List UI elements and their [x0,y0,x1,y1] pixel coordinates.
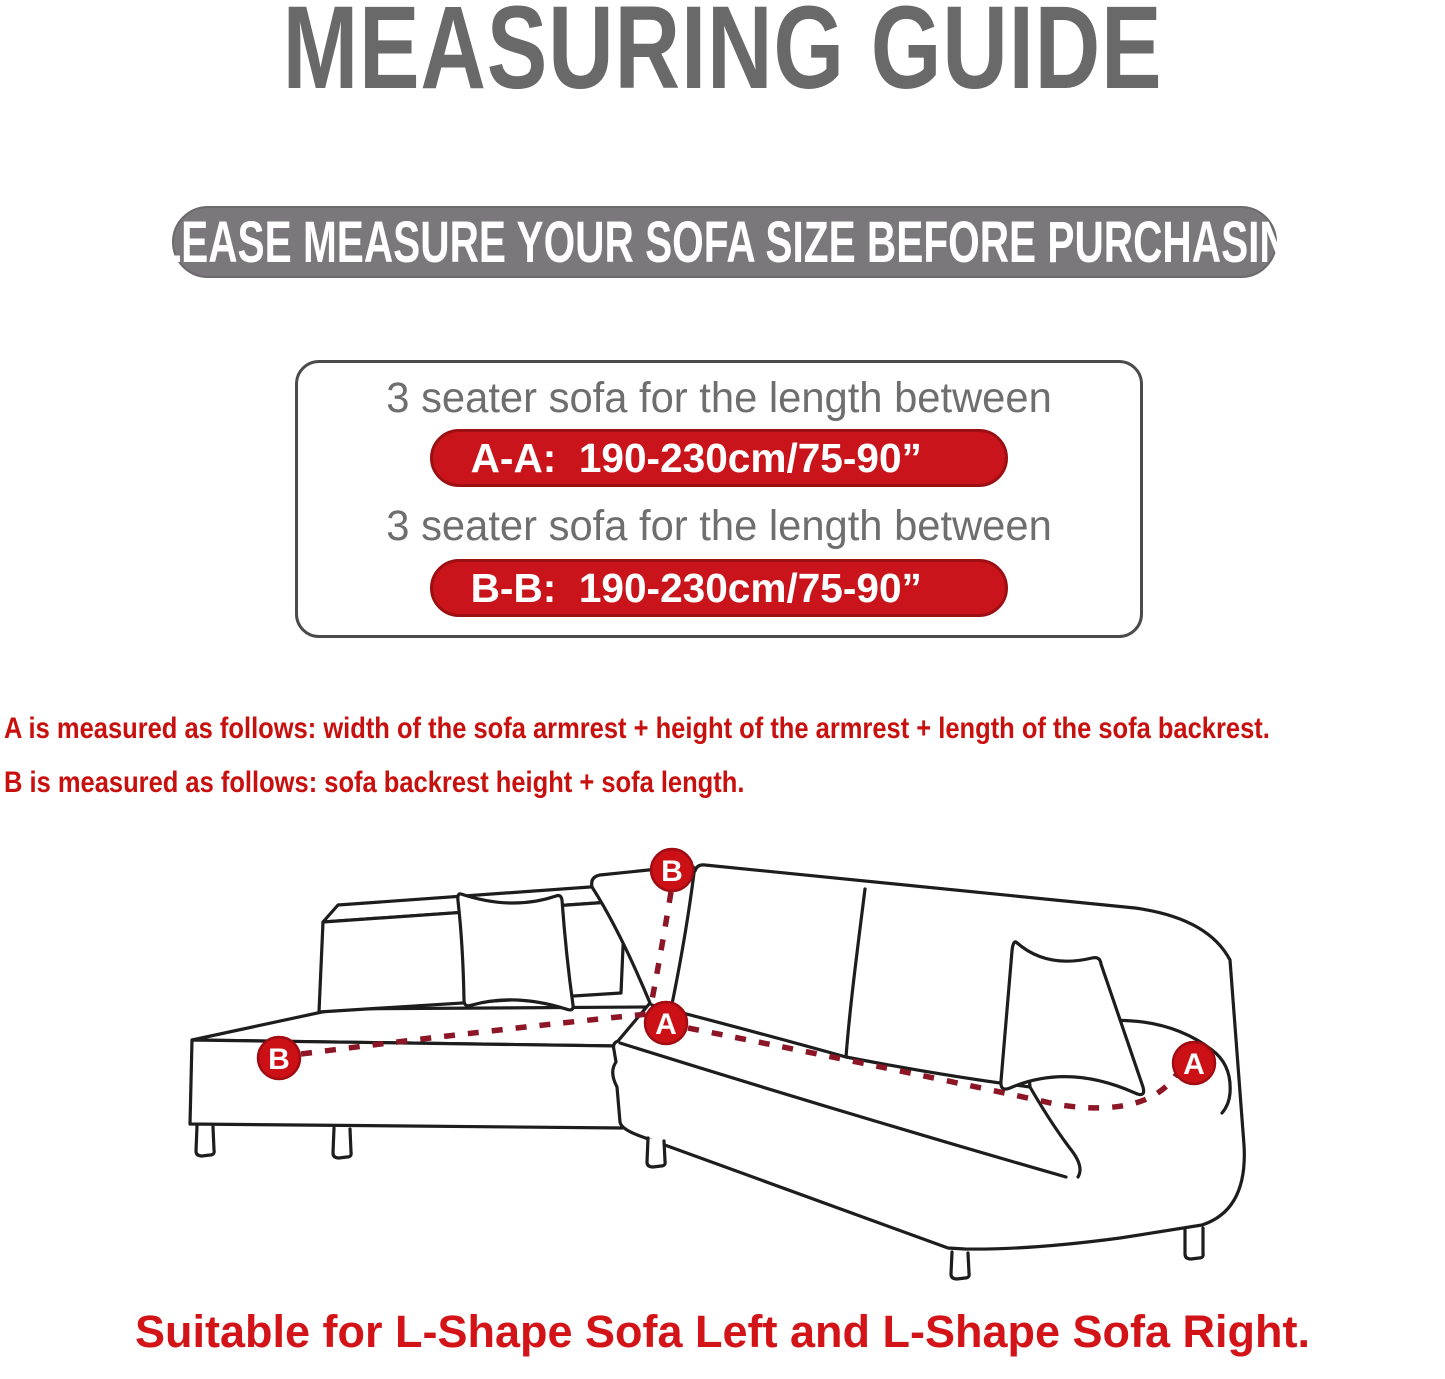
size-chart-box [295,360,1143,638]
sofa-leg [951,1252,969,1279]
size-row-label: 3 seater sofa for the length between [386,502,1052,550]
main-sofa-section [592,865,1245,1279]
sofa-leg [1185,1228,1203,1259]
sofa-diagram [0,825,1445,1295]
marker-a-right-icon [1173,1042,1215,1084]
size-row-label: 3 seater sofa for the length between [386,374,1052,422]
warning-banner [128,206,1321,278]
sofa-leg [647,1138,665,1167]
chaise-leg [333,1128,351,1158]
chaise-front-face [190,1040,622,1128]
marker-a-junction-icon [645,1002,687,1044]
size-measure-pill-bb [430,559,1008,617]
left-pillow [458,894,573,1010]
size-measure-pill-aa [430,429,1008,487]
measure-note-a: A is measured as follows: width of the sofa armrest + height of the armrest + length of the sofa backrest. [4,712,1270,745]
measure-note-b: B is measured as follows: sofa backrest height + sofa length. [4,766,745,799]
svg-text:A: A [655,1008,677,1041]
chaise-section [190,884,648,1158]
svg-text:A: A [1183,1048,1205,1081]
svg-text:B: B [268,1043,290,1076]
size-measure-text: B-B: 190-230cm/75-90” [470,564,922,611]
warning-banner-text: PLEASE MEASURE YOUR SOFA SIZE BEFORE PURCHASING [128,209,1321,275]
svg-text:B: B [661,855,683,888]
page-title: MEASURING GUIDE [282,0,1163,114]
marker-b-top-icon [651,849,693,891]
main-sofa-outline [592,865,1245,1249]
size-measure-text: A-A: 190-230cm/75-90” [470,434,922,481]
suitability-note: Suitable for L-Shape Sofa Left and L-Shape Sofa Right. [134,1306,1311,1357]
marker-b-left-icon [258,1037,300,1079]
chaise-leg [196,1126,214,1156]
